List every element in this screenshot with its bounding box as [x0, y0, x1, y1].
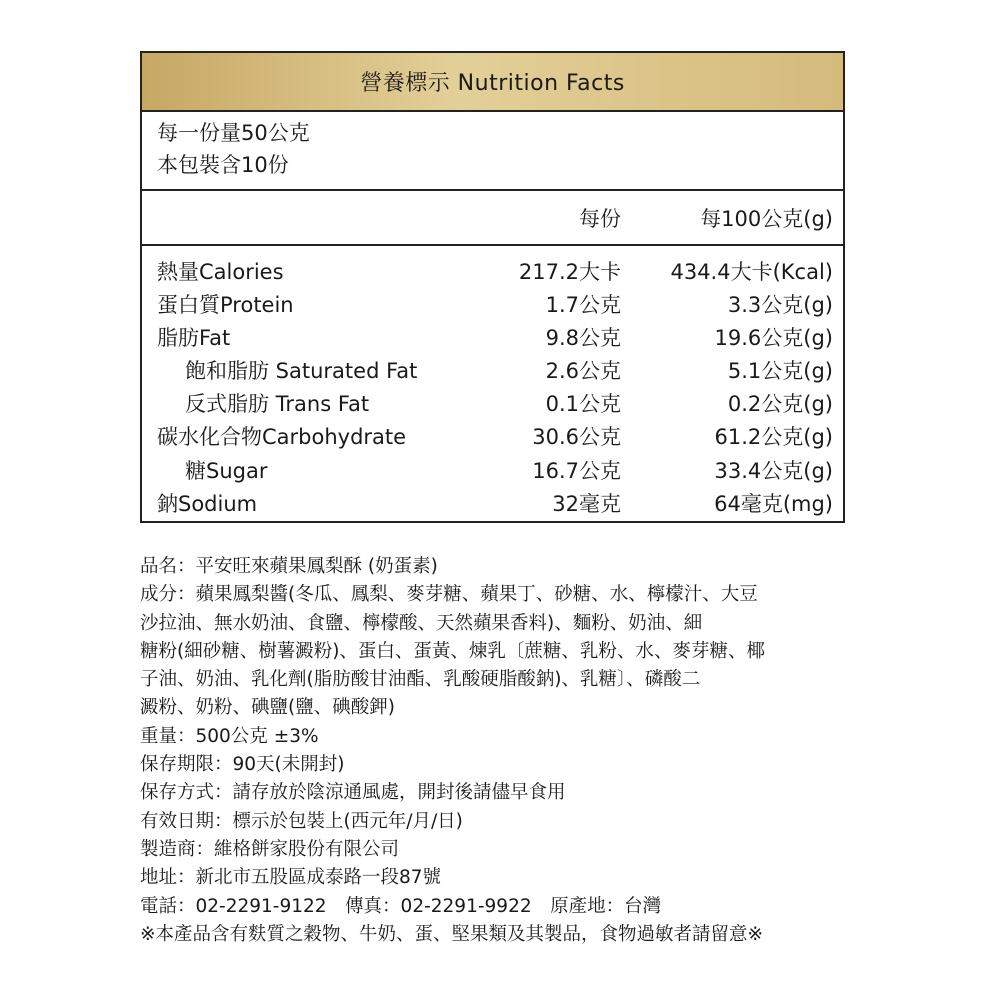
column-per-100g: 每100公克(g)	[700, 207, 833, 231]
nutrient-row-sugar	[142, 453, 843, 486]
nutrient-row-sodium	[142, 486, 843, 519]
ingredients-line: 沙拉油、無水奶油、食鹽、檸檬酸、天然蘋果香料)、麵粉、奶油、細	[140, 612, 703, 634]
column-header	[142, 191, 843, 246]
nutrient-row-fat	[142, 320, 843, 353]
expiry-line: 有效日期：標示於包裝上(西元年/月/日)	[140, 810, 463, 832]
nutrient-row-calories	[142, 254, 843, 287]
nutrient-row-saturated-fat	[142, 353, 843, 386]
nutrient-name: 蛋白質Protein	[157, 293, 294, 318]
ingredients-line: 子油、奶油、乳化劑(脂肪酸甘油酯、乳酸硬脂酸鈉)、乳糖〕、磷酸二	[140, 669, 701, 691]
per-100g-value: 0.2公克(g)	[727, 392, 833, 417]
per-100g-value: 434.4大卡(Kcal)	[670, 260, 833, 284]
per-serving-value: 217.2大卡	[518, 260, 621, 284]
allergen-warning-line: ※本產品含有麩質之穀物、牛奶、蛋、堅果類及其製品，食物過敏者請留意※	[140, 923, 764, 945]
serving-info	[142, 112, 843, 191]
ingredients-line: 澱粉、奶粉、碘鹽(鹽、碘酸鉀)	[140, 697, 395, 719]
nutrient-name: 脂肪Fat	[157, 326, 231, 351]
per-serving-value: 0.1公克	[545, 392, 621, 417]
nutrient-name: 飽和脂肪 Saturated Fat	[185, 359, 418, 384]
nutrient-row-protein	[142, 287, 843, 320]
nutrient-rows	[142, 246, 843, 519]
product-name-line: 品名：平安旺來蘋果鳳梨酥 (奶蛋素)	[140, 556, 438, 577]
nutrient-name: 糖Sugar	[185, 458, 268, 483]
per-100g-value: 3.3公克(g)	[727, 293, 833, 318]
nutrient-name: 鈉Sodium	[157, 491, 258, 516]
per-serving-value: 2.6公克	[545, 359, 621, 384]
weight-line: 重量：500公克 ±3%	[140, 725, 319, 747]
nutrition-facts-panel	[140, 51, 845, 523]
column-per-serving: 每份	[579, 207, 621, 231]
nutrient-row-trans-fat	[142, 386, 843, 419]
per-100g-value: 33.4公克(g)	[714, 458, 833, 483]
per-serving-value: 32毫克	[552, 491, 621, 516]
per-100g-value: 64毫克(mg)	[714, 491, 833, 516]
per-serving-value: 30.6公克	[532, 425, 621, 450]
per-serving-value: 1.7公克	[545, 293, 621, 318]
per-serving-value: 16.7公克	[532, 458, 621, 483]
storage-line: 保存方式：請存放於陰涼通風處，開封後請儘早食用	[140, 782, 566, 804]
shelf-life-line: 保存期限：90天(未開封)	[140, 754, 345, 776]
nutrient-name: 碳水化合物Carbohydrate	[157, 425, 407, 450]
per-serving-value: 9.8公克	[545, 326, 621, 351]
ingredients-line: 糖粉(細砂糖、樹薯澱粉)、蛋白、蛋黃、煉乳〔蔗糖、乳粉、水、麥芽糖、椰	[140, 640, 765, 662]
manufacturer-line: 製造商：維格餅家股份有限公司	[140, 838, 400, 860]
per-100g-value: 61.2公克(g)	[714, 425, 833, 450]
serving-size: 每一份量50公克	[157, 121, 310, 145]
ingredients-line: 成分：蘋果鳳梨醬(冬瓜、鳳梨、麥芽糖、蘋果丁、砂糖、水、檸檬汁、大豆	[140, 584, 758, 606]
product-info	[140, 553, 880, 949]
per-100g-value: 5.1公克(g)	[727, 359, 833, 384]
address-line: 地址：新北市五股區成泰路一段87號	[140, 867, 442, 889]
contact-line: 電話：02-2291-9122 傳真：02-2291-9922 原產地：台灣	[140, 895, 662, 917]
nutrition-title: 營養標示 Nutrition Facts	[142, 53, 843, 112]
nutrient-name: 反式脂肪 Trans Fat	[185, 392, 370, 417]
servings-per-package: 本包裝含10份	[157, 153, 289, 177]
nutrient-name: 熱量Calories	[157, 260, 284, 284]
per-100g-value: 19.6公克(g)	[714, 326, 833, 351]
nutrient-row-carbohydrate	[142, 419, 843, 452]
